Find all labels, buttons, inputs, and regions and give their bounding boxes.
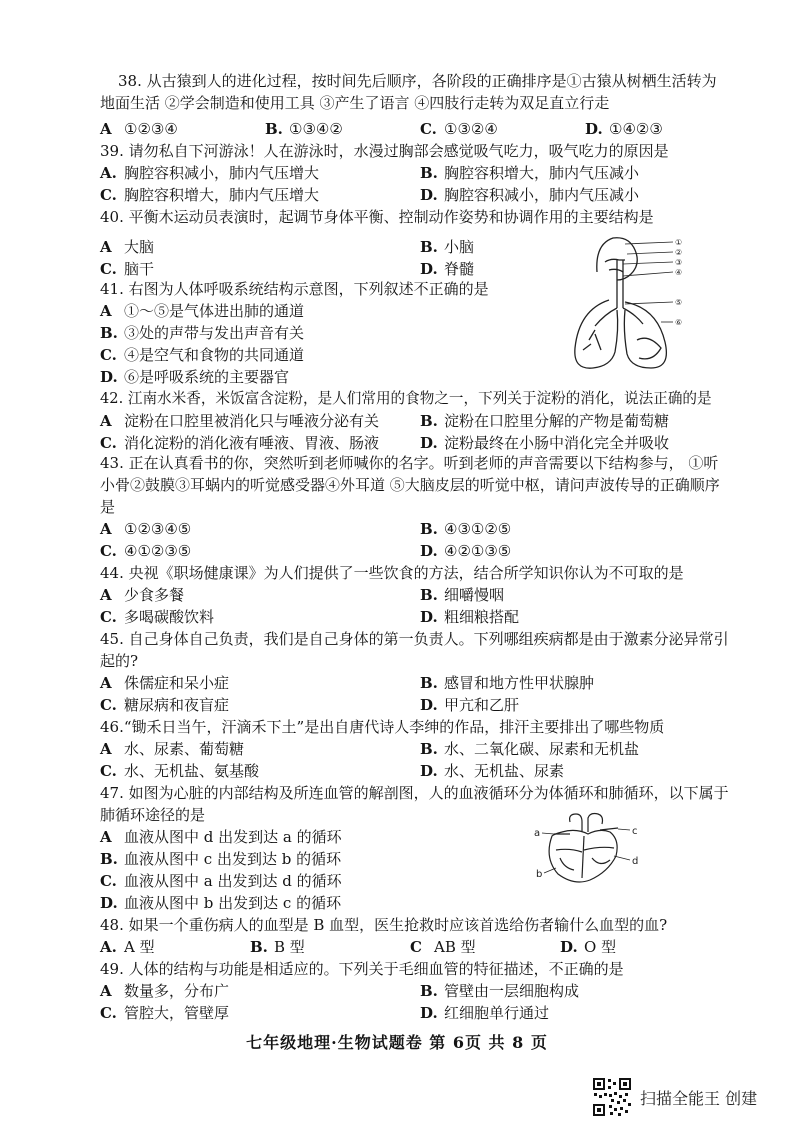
option-d[interactable]: D. 甲亢和乙肝 [420, 696, 520, 714]
oral-cavity [609, 269, 623, 272]
question-41 [100, 278, 730, 300]
option-c[interactable]: C. 胸腔容积增大，肺内气压增大 [100, 186, 320, 204]
option-c[interactable]: C AB 型 [410, 938, 476, 956]
question-stem: 42. 江南水米香，米饭富含淀粉，是人们常用的食物之一，下列关于淀粉的消化，说法正确的是 [100, 390, 712, 407]
option-d[interactable]: D. 脊髓 [420, 260, 475, 278]
option-a[interactable]: A ①②③④⑤ [100, 520, 192, 538]
respiratory-label-4: ④ [675, 268, 683, 277]
lung-lobe [637, 338, 661, 359]
options-45-row1 [100, 672, 740, 694]
question-stem: 45. 自己身体自己负责，我们是自己身体的第一负责人。下列哪组疾病都是由于激素分泌异常引起的? [100, 630, 729, 670]
question-38 [100, 70, 730, 114]
question-stem: 44. 央视《职场健康课》为人们提供了一些饮食的方法，结合所学知识你认为不可取的是 [100, 564, 684, 582]
question-stem: 46.“锄禾日当午，汗滴禾下土”是出自唐代诗人李绅的作品，排汗主要排出了哪些物质 [100, 718, 665, 736]
options-48 [100, 936, 740, 958]
option-c[interactable]: C. 消化淀粉的消化液有唾液、胃液、肠液 [100, 434, 380, 452]
options-45-row2 [100, 694, 740, 716]
options-40-row1 [100, 236, 540, 258]
option-c[interactable]: C. 多喝碳酸饮料 [100, 608, 215, 626]
question-stem: 43. 正在认真看书的你，突然听到老师喊你的名字。听到老师的声音需要以下结构参与， ①听小骨②鼓膜③耳蜗内的听觉感受器④外耳道 ⑤大脑皮层的听觉中枢，请问声波传导的正确顺序是 [100, 454, 720, 516]
options-42-row2 [100, 432, 740, 454]
scanner-watermark [592, 1075, 757, 1119]
bronchi [595, 308, 643, 326]
question-48 [100, 914, 730, 936]
option-d[interactable]: D. O 型 [560, 938, 617, 956]
options-49-row2 [100, 1002, 740, 1024]
option-a[interactable]: A 水、尿素、葡萄糖 [100, 740, 245, 758]
bronchioles [583, 330, 601, 350]
option-a[interactable]: A 少食多餐 [100, 586, 185, 604]
question-stem: 47. 如图为心脏的内部结构及所连血管的解剖图，人的血液循环分为体循环和肺循环，以下属于肺循环途径的是 [100, 784, 729, 824]
respiratory-label-1: ① [675, 238, 683, 247]
option-47-d[interactable]: D. 血液从图中 b 出发到达 c 的循环 [100, 894, 342, 912]
heart-label-c: c [632, 826, 638, 837]
options-39-row1 [100, 162, 740, 184]
respiratory-label-5: ⑤ [675, 298, 683, 307]
respiratory-label-2: ② [675, 248, 683, 257]
option-d[interactable]: D. 粗细粮搭配 [420, 608, 520, 626]
option-a[interactable]: A 大脑 [100, 238, 155, 256]
page-footer: 七年级地理·生物试题卷 第 6页 共 8 页 [246, 1033, 548, 1052]
heart-label-b: b [536, 869, 543, 880]
question-49 [100, 958, 730, 980]
question-39 [100, 140, 730, 162]
question-44 [100, 562, 730, 584]
option-b[interactable]: B. 细嚼慢咽 [420, 586, 505, 604]
respiratory-system-diagram [565, 230, 695, 380]
heart-label-a: a [534, 828, 541, 839]
option-a[interactable]: A 侏儒症和呆小症 [100, 674, 230, 692]
option-c[interactable]: C. ④①②③⑤ [100, 542, 192, 560]
options-43-row2 [100, 540, 740, 562]
aorta-arch [570, 814, 582, 832]
option-b[interactable]: B. 胸腔容积增大，肺内气压减小 [420, 164, 640, 182]
option-d[interactable]: D. ①④②③ [585, 120, 663, 138]
options-46-row2 [100, 760, 740, 782]
options-49-row1 [100, 980, 740, 1002]
question-46 [100, 716, 730, 738]
option-a[interactable]: A ①②③④ [100, 120, 178, 138]
option-41-d[interactable]: D. ⑥是呼吸系统的主要器官 [100, 368, 290, 386]
valves [556, 847, 614, 852]
option-47-a[interactable]: A 血液从图中 d 出发到达 a 的循环 [100, 828, 342, 846]
option-d[interactable]: D. 红细胞单行通过 [420, 1004, 550, 1022]
option-c[interactable]: C. 水、无机盐、氨基酸 [100, 762, 260, 780]
nasal-cavity [605, 259, 625, 262]
options-39-row2 [100, 184, 740, 206]
question-42 [100, 388, 730, 410]
question-stem: 49. 人体的结构与功能是相适应的。下列关于毛细血管的特征描述，不正确的是 [100, 960, 624, 978]
question-40 [100, 206, 730, 228]
option-b[interactable]: B. 水、二氧化碳、尿素和无机盐 [420, 740, 640, 758]
options-44-row1 [100, 584, 740, 606]
question-stem: 40. 平衡木运动员表演时，起调节身体平衡、控制动作姿势和协调作用的主要结构是 [100, 208, 654, 226]
qr-code-icon [592, 1077, 632, 1117]
option-a[interactable]: A 淀粉在口腔里被消化只与唾液分泌有关 [100, 412, 380, 430]
option-b[interactable]: B. ①③④② [265, 120, 343, 138]
options-40-row2 [100, 258, 540, 280]
option-a[interactable]: A. 胸腔容积减小，肺内气压增大 [100, 164, 320, 182]
option-41-b[interactable]: B. ③处的声带与发出声音有关 [100, 324, 305, 342]
heart-label-d: d [632, 856, 639, 867]
question-stem: 39. 请勿私自下河游泳！人在游泳时，水漫过胸部会感觉吸气吃力，吸气吃力的原因是 [100, 142, 669, 160]
option-c[interactable]: C. ①③②④ [420, 120, 498, 138]
option-d[interactable]: D. ④②①③⑤ [420, 542, 512, 560]
ventricles [560, 858, 610, 870]
option-b[interactable]: B. B 型 [250, 938, 305, 956]
scanner-brand-text: 扫描全能王 创建 [640, 1088, 758, 1108]
question-43 [100, 452, 730, 518]
option-d[interactable]: D. 胸腔容积减小，肺内气压减小 [420, 186, 640, 204]
options-43-row1 [100, 518, 740, 540]
option-b[interactable]: B. ④③①②⑤ [420, 520, 512, 538]
option-41-a[interactable]: A ①～⑤是气体进出肺的通道 [100, 302, 305, 320]
heart-diagram [530, 812, 645, 886]
option-c[interactable]: C. 脑干 [100, 260, 155, 278]
option-47-c[interactable]: C. 血液从图中 a 出发到达 d 的循环 [100, 872, 342, 890]
question-stem: 41. 右图为人体呼吸系统结构示意图，下列叙述不正确的是 [100, 280, 489, 298]
respiratory-label-6: ⑥ [675, 318, 683, 327]
option-d[interactable]: D. 水、无机盐、尿素 [420, 762, 565, 780]
option-b[interactable]: B. 小脑 [420, 238, 475, 256]
options-42-row1 [100, 410, 740, 432]
option-b[interactable]: B. 感冒和地方性甲状腺肿 [420, 674, 595, 692]
respiratory-label-3: ③ [675, 258, 683, 267]
options-44-row2 [100, 606, 740, 628]
left-lung [575, 300, 618, 368]
option-a[interactable]: A. A 型 [100, 938, 155, 956]
option-47-b[interactable]: B. 血液从图中 c 出发到达 b 的循环 [100, 850, 342, 868]
option-d[interactable]: D. 淀粉最终在小肠中消化完全并吸收 [420, 434, 670, 452]
option-b[interactable]: B. 淀粉在口腔里分解的产物是葡萄糖 [420, 412, 670, 430]
question-stem: 38. 从古猿到人的进化过程，按时间先后顺序，各阶段的正确排序是①古猿从树栖生活转为地面生活 ②学会制造和使用工具 ③产生了语言 ④四肢行走转为双足直立行走 [100, 72, 717, 112]
question-stem: 48. 如果一个重伤病人的血型是 B 血型，医生抢救时应该首选给伤者输什么血型的血? [100, 916, 668, 934]
options-46-row1 [100, 738, 740, 760]
option-b[interactable]: B. 管壁由一层细胞构成 [420, 982, 580, 1000]
options-38 [100, 118, 740, 140]
option-c[interactable]: C. 管腔大，管壁厚 [100, 1004, 230, 1022]
option-a[interactable]: A 数量多，分布广 [100, 982, 230, 1000]
septum [582, 836, 584, 878]
option-41-c[interactable]: C. ④是空气和食物的共同通道 [100, 346, 305, 364]
question-45 [100, 628, 730, 672]
option-c[interactable]: C. 糖尿病和夜盲症 [100, 696, 230, 714]
pulmonary-artery [588, 814, 603, 833]
